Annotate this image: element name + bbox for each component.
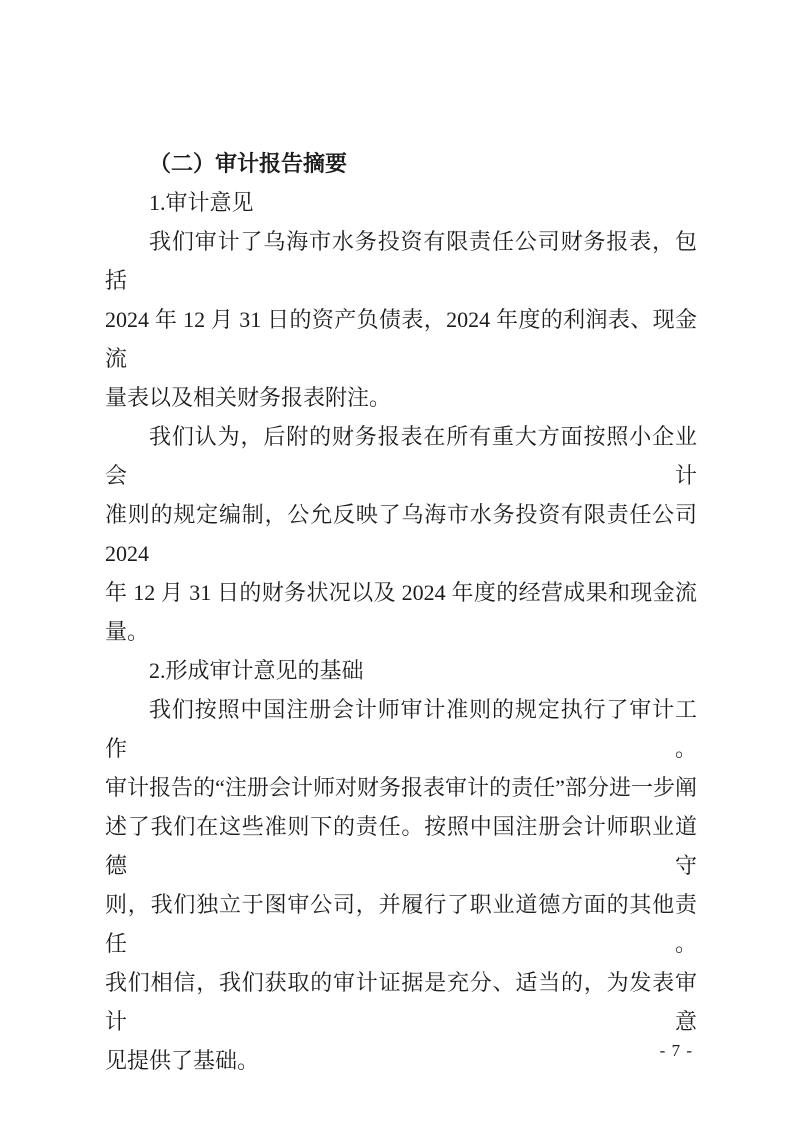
- paragraph-line: 我们审计了乌海市水务投资有限责任公司财务报表，包括: [105, 229, 697, 293]
- paragraph-line: 述了我们在这些准则下的责任。按照中国注册会计师职业道德守: [105, 814, 697, 878]
- paragraph-line: 量表以及相关财务报表附注。: [105, 385, 392, 410]
- paragraph-line: 审计报告的“注册会计师对财务报表审计的责任”部分进一步阐: [105, 775, 698, 800]
- paragraph-line: 准则的规定编制，公允反映了乌海市水务投资有限责任公司 2024: [105, 502, 697, 566]
- paragraph-line: 我们按照中国注册会计师审计准则的规定执行了审计工作。: [105, 697, 697, 761]
- paragraph-line: 则，我们独立于图审公司，并履行了职业道德方面的其他责任。: [105, 892, 697, 956]
- page-number: - 7 -: [659, 1041, 693, 1060]
- subsection-title-basis-for-opinion: 2.形成审计意见的基础: [149, 658, 364, 683]
- paragraph-line: 年 12 月 31 日的财务状况以及 2024 年度的经营成果和现金流量。: [105, 580, 697, 644]
- paragraph: [105, 690, 697, 1080]
- paragraph-line: 见提供了基础。: [105, 1048, 260, 1073]
- paragraph-line: 我们相信，我们获取的审计证据是充分、适当的，为发表审计意: [105, 970, 697, 1034]
- paragraph-line: 2024 年 12 月 31 日的资产负债表，2024 年度的利润表、现金流: [105, 307, 697, 371]
- paragraph-line: 我们认为，后附的财务报表在所有重大方面按照小企业会计: [105, 424, 697, 488]
- report-body: [105, 144, 697, 1080]
- paragraph: [105, 417, 697, 651]
- paragraph: [105, 222, 697, 417]
- subsection-title-audit-opinion: 1.审计意见: [149, 190, 254, 215]
- section-heading: （二）审计报告摘要: [149, 151, 348, 176]
